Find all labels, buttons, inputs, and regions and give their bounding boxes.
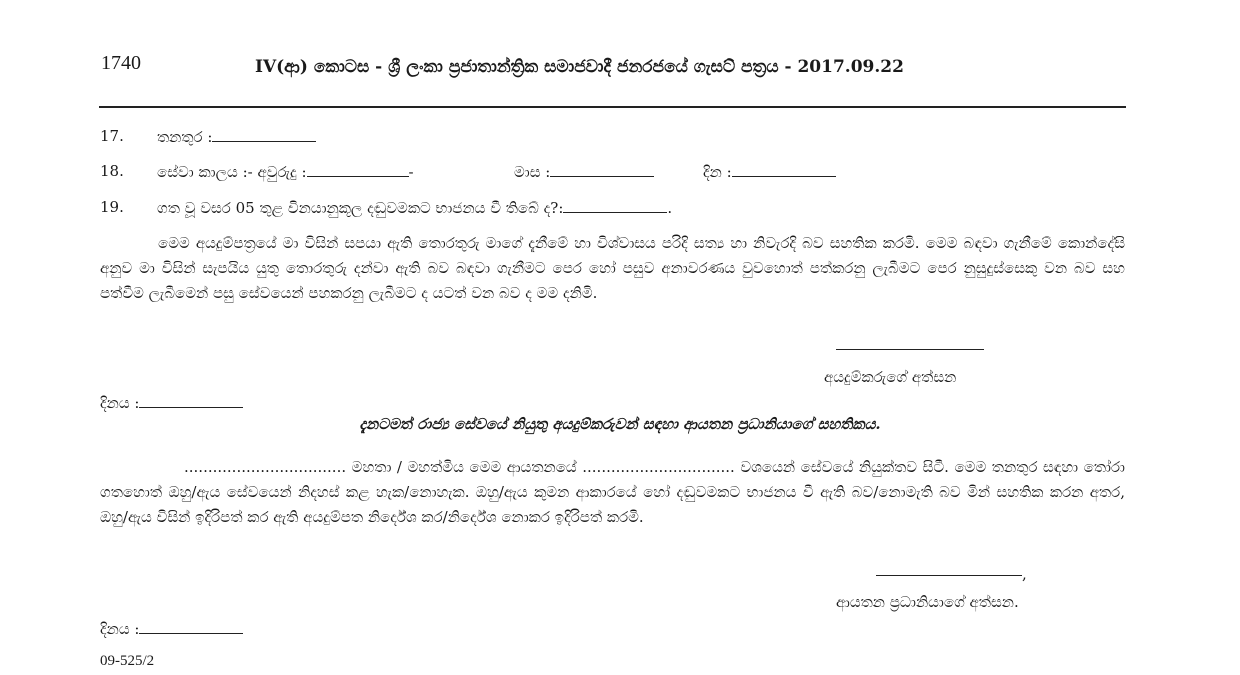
certificate-text-b: වශයෙන් සේවයේ නියුක්තව සිටී. මෙම තනතුර සඳහා තෝරා ගතහොත් ඔහු/ඇය සේවයෙන් නිදහස් කළ හැක/නොහැක. ඔහු/ඇය කුමන ආකාරයේ හෝ දඬුවමකට භාජනය වී ඇති බව/නොමැති බව මින් සහතික කරන අතර, ඔහු/ඇය විසින් ඉදිරිපත් කර ඇති අයදුම්පත නිර්දේශ කර/නිර්දේශ නොකර ඉදිරිපත් කරමි. (100, 458, 1125, 526)
header-divider (99, 106, 1126, 108)
months-blank (550, 162, 654, 177)
post-dots: ................................ (582, 458, 735, 476)
date-blank-2 (139, 619, 243, 634)
field-17-label: තනතුර : (157, 128, 213, 146)
applicant-signature-line (836, 349, 984, 350)
years-dash: - (408, 163, 414, 181)
applicant-signature-label: අයදුම්කරුගේ අත්සන (824, 368, 957, 386)
head-signature-label: ආයතන ප්‍රධානියාගේ අත්සන. (836, 593, 1019, 611)
certificate-text-a: මහතා / මහත්මිය මෙම ආයතනයේ (346, 458, 583, 476)
years-blank (307, 162, 409, 177)
date-label-1: දිනය : (100, 394, 140, 412)
field-17-blank (212, 127, 316, 142)
field-19-number: 19. (100, 198, 124, 216)
date-row-1 (100, 393, 243, 415)
page-number: 1740 (101, 52, 141, 74)
certificate-title: දැනටමත් රාජ්‍ය සේවයේ නියුතු අයදුම්කරුවන් සඳහා ආයතන ප්‍රධානියාගේ සහතිකය. (359, 415, 881, 433)
date-blank-1 (139, 393, 243, 408)
field-18-number: 18. (100, 162, 124, 180)
gazette-header-title: IV(ආ) කොටස - ශ්‍රී ලංකා ප්‍රජාතාන්ත්‍රික සමාජවාදී ජනරජයේ ගැසට් පත්‍රය - 2017.09.22 (255, 57, 904, 77)
field-19-label: ගත වූ වසර 05 තුළ විනයානුකූල දඬුවමකට භාජනය වී තිබේ ද?: (157, 199, 564, 217)
field-19-end: . (667, 199, 673, 217)
months-label: මාස : (514, 163, 551, 181)
days-label: දින : (703, 163, 732, 181)
certificate-paragraph (100, 455, 1125, 530)
declaration-paragraph: මෙම අයදුම්පත්‍රයේ මා විසින් සපයා ඇති තොරතුරු මාගේ දැනීමේ හා විශ්වාසය පරිදි සත්‍ය හා නිවැරදි බව සහතික කරමි. මෙම බඳවා ගැනීමේ කොන්දේසි අනුව මා විසින් සැපයිය යුතු තොරතුරු දන්වා ඇති බව බඳවා ගැනීමට පෙර හෝ පසුව අනාවරණය වුවහොත් පත්කරනු ලැබීමට පෙර නුසුදුස්සෙකු වන බව සහ පත්වීම ලැබීමෙන් පසු සේවයෙන් පහකරනු ලැබීමට ද යටත් වන බව ද මම දනිමි. (100, 234, 1125, 302)
days-blank (732, 162, 836, 177)
head-signature-line (876, 575, 1022, 576)
head-signature-comma: , (1022, 565, 1027, 583)
date-row-2 (100, 619, 243, 641)
date-label-2: දිනය : (100, 620, 140, 638)
field-19-blank (563, 198, 667, 213)
footer-code: 09-525/2 (100, 653, 155, 669)
field-17-number: 17. (100, 127, 124, 145)
field-18-label: සේවා කාලය :- අවුරුදු : (157, 163, 307, 181)
name-dots: .................................. (184, 458, 347, 476)
